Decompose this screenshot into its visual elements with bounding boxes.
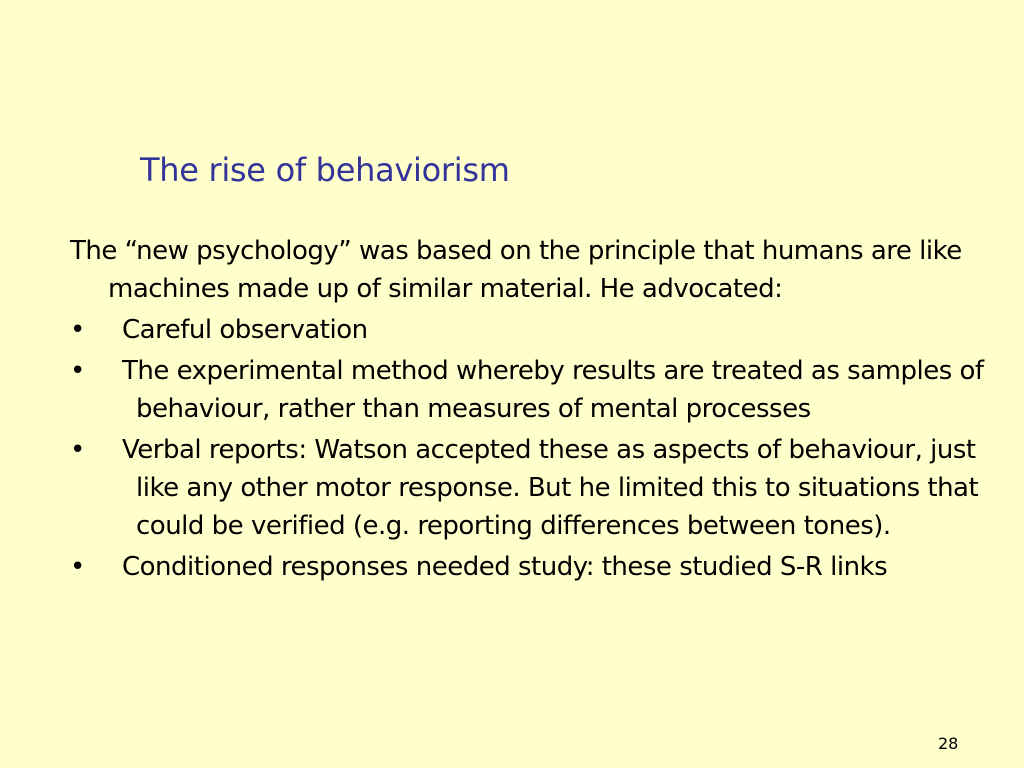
page-number: 28 [938, 734, 959, 753]
bullet-text: The experimental method whereby results are treated as samples of behaviour, rather than measures of mental processes [122, 356, 984, 424]
bullet-icon: • [70, 356, 85, 386]
slide-title: The rise of behaviorism [140, 151, 510, 189]
bullet-text: Conditioned responses needed study: these studied S-R links [122, 552, 888, 582]
bullet-item [70, 548, 1000, 586]
bullet-text: Verbal reports: Watson accepted these as aspects of behaviour, just like any other motor response. But he limited this to situations that could be verified (e.g. reporting differences between tones). [122, 435, 979, 541]
intro-paragraph: The “new psychology” was based on the principle that humans are like machines made up of similar material. He advocated: [70, 236, 962, 304]
bullet-text: Careful observation [122, 315, 368, 345]
bullet-list [70, 311, 1000, 586]
bullet-item [70, 352, 1000, 428]
bullet-icon: • [70, 315, 85, 345]
bullet-item [70, 311, 1000, 349]
bullet-item [70, 431, 1000, 545]
slide-body [70, 232, 1000, 586]
bullet-icon: • [70, 552, 85, 582]
bullet-icon: • [70, 435, 85, 465]
